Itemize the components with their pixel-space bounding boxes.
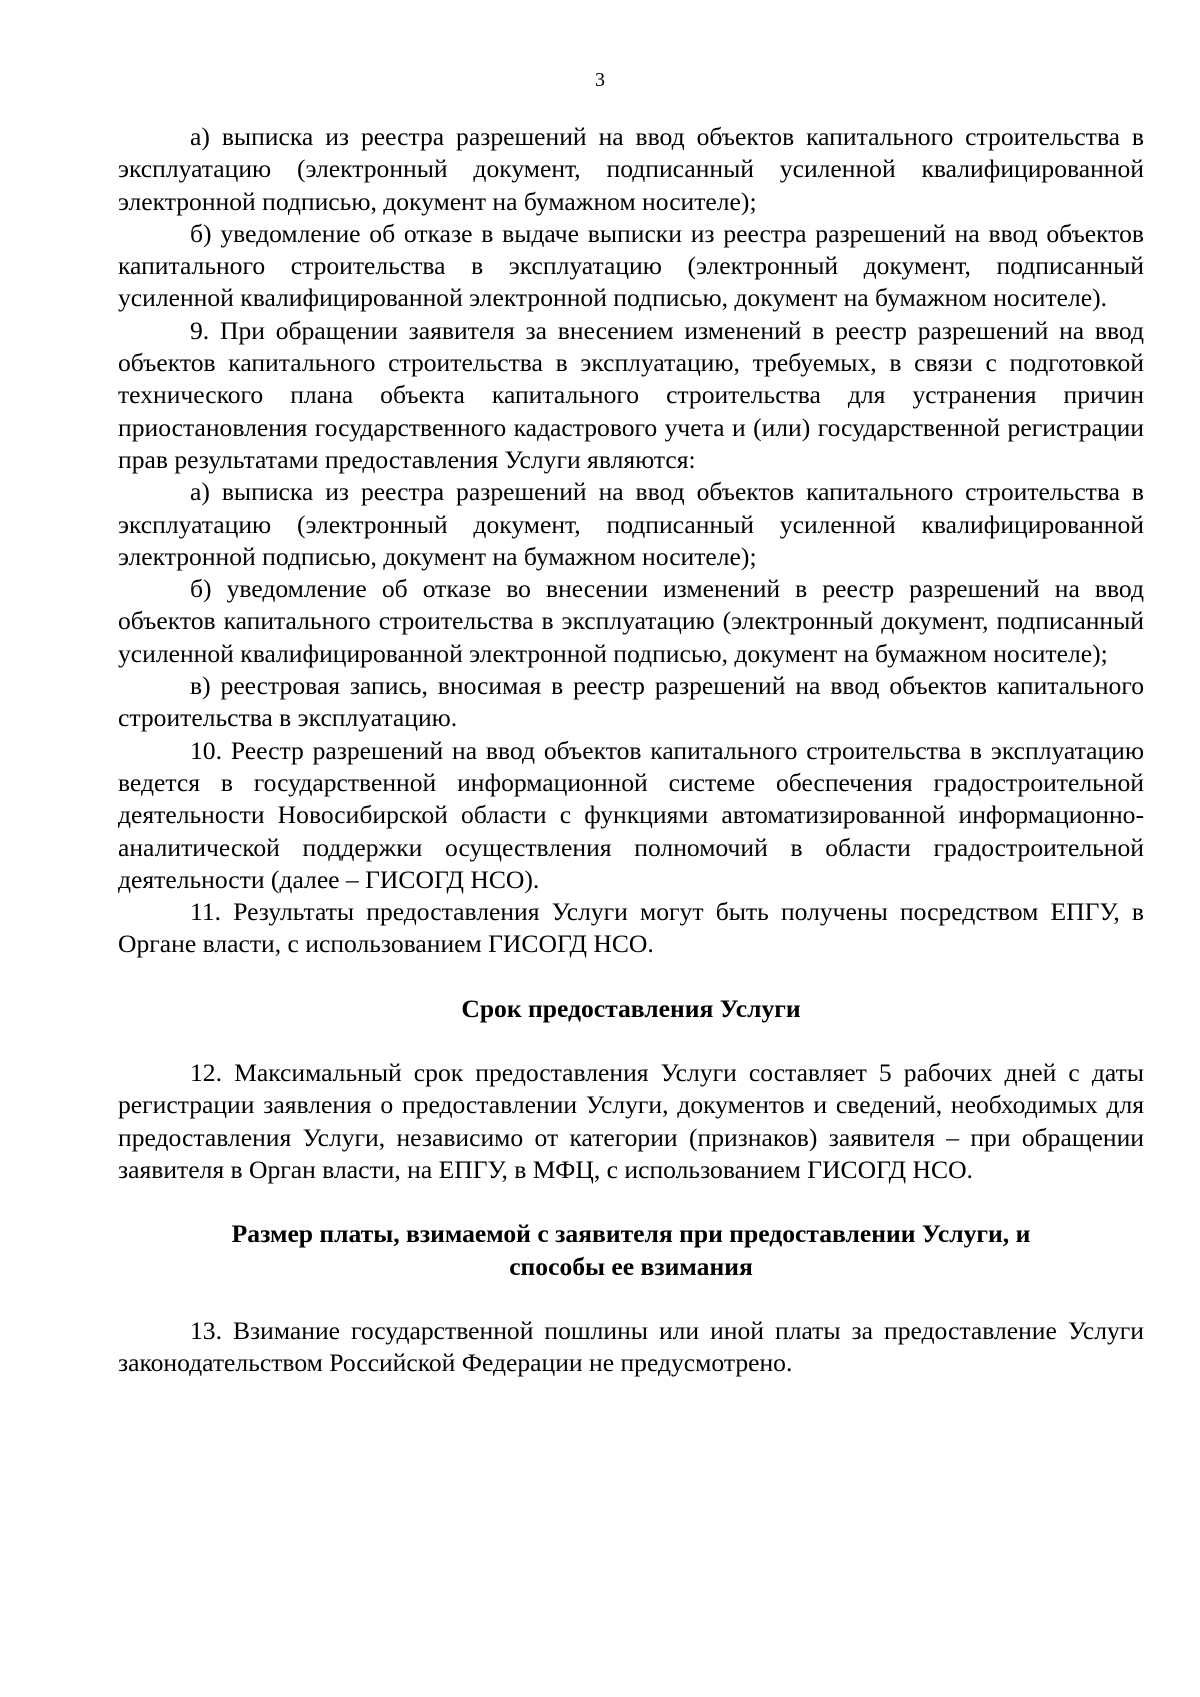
- section-heading-fee-line-2: способы ее взимания: [509, 1251, 753, 1281]
- page-number: 3: [595, 69, 605, 91]
- paragraph-9a: а) выписка из реестра разрешений на ввод объектов капитального строительства в эксплуатацию (электронный документ, подписанный усиленной квалифицированной электронной подписью, документ на бумажном носителе);: [118, 477, 1144, 571]
- paragraph-9v: в) реестровая запись, вносимая в реестр разрешений на ввод объектов капитального строительства в эксплуатацию.: [118, 671, 1144, 733]
- paragraph-13: 13. Взимание государственной пошлины или иной платы за предоставление Услуги законодательством Российской Федерации не предусмотрено.: [118, 1315, 1144, 1378]
- section-heading-fee: [118, 1218, 1144, 1283]
- paragraph-12: 12. Максимальный срок предоставления Услуги составляет 5 рабочих дней с даты регистрации заявления о предоставлении Услуги, документов и сведений, необходимых для предоставления Услуги, независимо от категории (признаков) заявителя – при обращении заявителя в Орган власти, на ЕПГУ, в МФЦ, с использованием ГИСОГД НСО.: [118, 1058, 1144, 1184]
- section-heading-fee-line-1: Размер платы, взимаемой с заявителя при предоставлении Услуги, и: [231, 1219, 1031, 1249]
- paragraph-8b: б) уведомление об отказе в выдаче выписки из реестра разрешений на ввод объектов капитального строительства в эксплуатацию (электронный документ, подписанный усиленной квалифицированной электронной подписью, документ на бумажном носителе).: [118, 218, 1144, 313]
- paragraph-9: 9. При обращении заявителя за внесением изменений в реестр разрешений на ввод объектов капитального строительства в эксплуатацию, требуемых, в связи с подготовкой технического плана объекта капитального строительства для устранения причин приостановления государственного кадастрового учета и (или) государственной регистрации прав результатами предоставления Услуги являются:: [118, 315, 1144, 474]
- paragraph-11: 11. Результаты предоставления Услуги могут быть получены посредством ЕПГУ, в Органе власти, с использованием ГИСОГД НСО.: [118, 897, 1144, 959]
- paragraph-8a: а) выписка из реестра разрешений на ввод объектов капитального строительства в эксплуатацию (электронный документ, подписанный усиленной квалифицированной электронной подписью, документ на бумажном носителе);: [118, 122, 1144, 216]
- paragraph-10: 10. Реестр разрешений на ввод объектов капитального строительства в эксплуатацию ведется в государственной информационной системе обеспечения градостроительной деятельности Новосибирской области с функциями автоматизированной информационно-аналитической поддержки осуществления полномочий в области градостроительной деятельности (далее – ГИСОГД НСО).: [118, 735, 1144, 894]
- section-heading-service-term: Срок предоставления Услуги: [461, 993, 801, 1023]
- document-body: [118, 121, 1144, 1379]
- paragraph-9b: б) уведомление об отказе во внесении изменений в реестр разрешений на ввод объектов капитального строительства в эксплуатацию (электронный документ, подписанный усиленной квалифицированной электронной подписью, документ на бумажном носителе);: [118, 574, 1144, 668]
